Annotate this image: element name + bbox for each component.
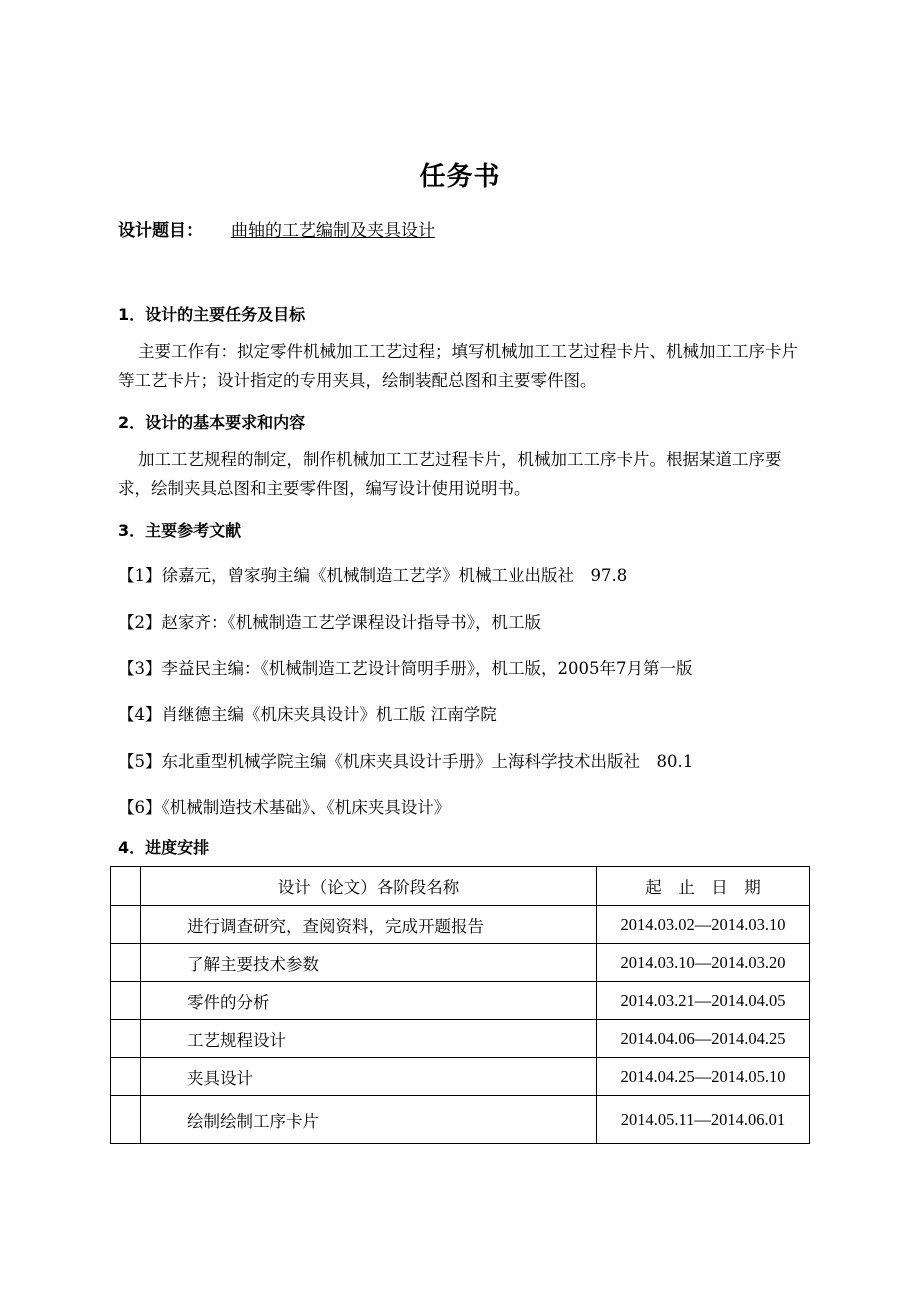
row-number-cell — [111, 982, 141, 1020]
design-subject — [118, 216, 435, 241]
stage-cell: 夹具设计 — [141, 1058, 597, 1096]
dates-cell: 2014.03.21—2014.04.05 — [597, 982, 810, 1020]
section-text-requirements: 加工工艺规程的制定，制作机械加工工艺过程卡片，机械加工工序卡片。根据某道工序要求，绘制夹具总图和主要零件图，编写设计使用说明书。 — [118, 450, 782, 498]
row-number-cell — [111, 1058, 141, 1096]
reference-item: 【6】《机械制造技术基础》、《机床夹具设计》 — [118, 798, 451, 817]
schedule-table — [110, 866, 810, 1144]
reference-item: 【1】徐嘉元，曾家驹主编《机械制造工艺学》机械工业出版社 97.8 — [118, 566, 628, 585]
stage-cell: 零件的分析 — [141, 982, 597, 1020]
table-row — [111, 1096, 810, 1144]
dates-cell: 2014.05.11—2014.06.01 — [597, 1096, 810, 1144]
dates-cell: 2014.03.10—2014.03.20 — [597, 944, 810, 982]
stage-cell: 工艺规程设计 — [141, 1020, 597, 1058]
dates-cell: 2014.03.02—2014.03.10 — [597, 906, 810, 944]
dates-cell: 2014.04.25—2014.05.10 — [597, 1058, 810, 1096]
section-heading-references: 3．主要参考文献 — [118, 521, 242, 540]
row-number-cell — [111, 1020, 141, 1058]
subject-label: 设计题目： — [118, 221, 203, 241]
row-number-cell — [111, 906, 141, 944]
reference-item: 【5】东北重型机械学院主编《机床夹具设计手册》上海科学技术出版社 80.1 — [118, 752, 694, 771]
header-cell-dates: 起 止 日 期 — [597, 867, 810, 906]
table-row — [111, 1020, 810, 1058]
table-row — [111, 1058, 810, 1096]
reference-item: 【3】李益民主编：《机械制造工艺设计简明手册》，机工版，2005年7月第一版 — [118, 659, 693, 678]
reference-item: 【2】赵家齐：《机械制造工艺学课程设计指导书》，机工版 — [118, 613, 541, 632]
stage-cell: 了解主要技术参数 — [141, 944, 597, 982]
stage-cell: 绘制绘制工序卡片 — [141, 1096, 597, 1144]
dates-cell: 2014.04.06—2014.04.25 — [597, 1020, 810, 1058]
page-title: 任务书 — [419, 162, 501, 192]
stage-cell: 进行调查研究，查阅资料，完成开题报告 — [141, 906, 597, 944]
row-number-cell — [111, 944, 141, 982]
section-heading-schedule: 4．进度安排 — [118, 838, 210, 857]
section-text-tasks: 主要工作有：拟定零件机械加工工艺过程；填写机械加工工艺过程卡片、机械加工工序卡片等工艺卡片；设计指定的专用夹具，绘制装配总图和主要零件图。 — [118, 342, 798, 390]
section-heading-requirements: 2．设计的基本要求和内容 — [118, 413, 306, 432]
header-cell-stage: 设计（论文）各阶段名称 — [141, 867, 597, 906]
row-number-cell — [111, 1096, 141, 1144]
section-heading-tasks: 1．设计的主要任务及目标 — [118, 305, 306, 324]
table-row — [111, 944, 810, 982]
table-row — [111, 906, 810, 944]
table-header-row — [111, 867, 810, 906]
header-cell-number — [111, 867, 141, 906]
subject-value: 曲轴的工艺编制及夹具设计 — [231, 221, 435, 241]
table-row — [111, 982, 810, 1020]
reference-item: 【4】肖继德主编《机床夹具设计》机工版 江南学院 — [118, 705, 497, 724]
